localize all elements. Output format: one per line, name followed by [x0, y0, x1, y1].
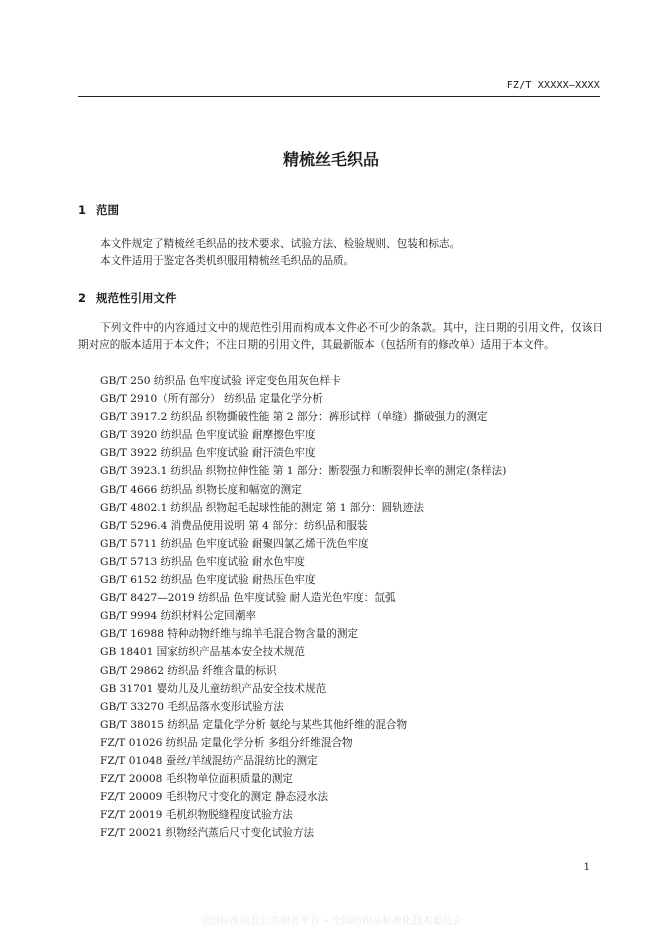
reference-item: GB 31701 婴幼儿及儿童纺织产品安全技术规范: [100, 682, 327, 695]
reference-item: GB/T 3923.1 纺织品 织物拉伸性能 第 1 部分：断裂强力和断裂伸长率的测定(条样法): [100, 465, 507, 478]
reference-item: GB/T 16988 特种动物纤维与绵羊毛混合物含量的测定: [100, 628, 359, 641]
reference-item: GB/T 3922 纺织品 色牢度试验 耐汗渍色牢度: [100, 447, 316, 460]
normative-references-intro: 下列文件中的内容通过文中的规范性引用而构成本文件必不可少的条款。其中，注日期的引用文件，仅该日期对应的版本适用于本文件；不注日期的引用文件，其最新版本（包括所有的修改单）适用于本文件。: [78, 322, 603, 351]
reference-item: GB/T 6152 纺织品 色牢度试验 耐热压色牢度: [100, 574, 316, 587]
reference-item: GB/T 4666 纺织品 织物长度和幅宽的测定: [100, 483, 302, 496]
reference-item: GB/T 5296.4 消费品使用说明 第 4 部分：纺织品和服装: [100, 519, 368, 532]
page-number: 1: [583, 862, 590, 873]
reference-item: GB/T 4802.1 纺织品 织物起毛起球性能的测定 第 1 部分：圆轨迹法: [100, 501, 424, 514]
section-2-number: 2: [78, 291, 87, 305]
section-1-title: 范围: [96, 203, 119, 217]
reference-item: GB/T 33270 毛织品落水变形试验方法: [100, 700, 284, 713]
scope-paragraph-2: 本文件适用于鉴定各类机织服用精梳丝毛织品的品质。: [100, 255, 355, 267]
scope-paragraph-1: 本文件规定了精梳丝毛织品的技术要求、试验方法、检验规则、包装和标志。: [100, 238, 461, 250]
reference-item: FZ/T 01048 蚕丝/羊绒混纺产品混纺比的测定: [100, 754, 318, 767]
reference-item: GB/T 8427—2019 纺织品 色牢度试验 耐人造光色牢度：氙弧: [100, 592, 396, 605]
reference-list: [100, 372, 506, 842]
reference-item: GB/T 3917.2 纺织品 织物撕破性能 第 2 部分：裤形试样（单缝）撕破强力的测定: [100, 411, 488, 424]
section-1-number: 1: [78, 203, 87, 217]
reference-item: GB/T 29862 纺织品 纤维含量的标识: [100, 664, 277, 677]
document-title: 精梳丝毛织品: [282, 150, 379, 169]
header-rule: [78, 96, 600, 97]
reference-item: GB 18401 国家纺织产品基本安全技术规范: [100, 646, 305, 659]
reference-item: FZ/T 01026 纺织品 定量化学分析 多组分纤维混合物: [100, 736, 353, 749]
reference-item: FZ/T 20021 织物经汽蒸后尺寸变化试验方法: [100, 827, 315, 840]
section-1-heading: [78, 202, 119, 218]
reference-item: GB/T 3920 纺织品 色牢度试验 耐摩擦色牢度: [100, 429, 316, 442]
standard-code: FZ/T XXXXX—XXXX: [506, 80, 600, 91]
reference-item: FZ/T 20009 毛织物尺寸变化的测定 静态浸水法: [100, 791, 329, 804]
section-2-title: 规范性引用文件: [96, 291, 177, 305]
reference-item: GB/T 38015 纺织品 定量化学分析 氨纶与某些其他纤维的混合物: [100, 718, 408, 731]
reference-item: FZ/T 20008 毛织物单位面积质量的测定: [100, 773, 293, 786]
reference-item: GB/T 5711 纺织品 色牢度试验 耐聚四氯乙烯干洗色牢度: [100, 537, 369, 550]
reference-item: GB/T 2910（所有部分） 纺织品 定量化学分析: [100, 393, 323, 406]
section-2-heading: [78, 290, 177, 306]
reference-item: FZ/T 20019 毛机织物脱缝程度试验方法: [100, 809, 293, 822]
reference-item: GB/T 5713 纺织品 色牢度试验 耐水色牢度: [100, 555, 306, 568]
reference-item: GB/T 9994 纺织材料公定回潮率: [100, 610, 256, 623]
reference-item: GB/T 250 纺织品 色牢度试验 评定变色用灰色样卡: [100, 375, 341, 387]
watermark: 全国标准信息公共服务平台 • 全国纺织品标准化技术委员会: [199, 916, 463, 927]
